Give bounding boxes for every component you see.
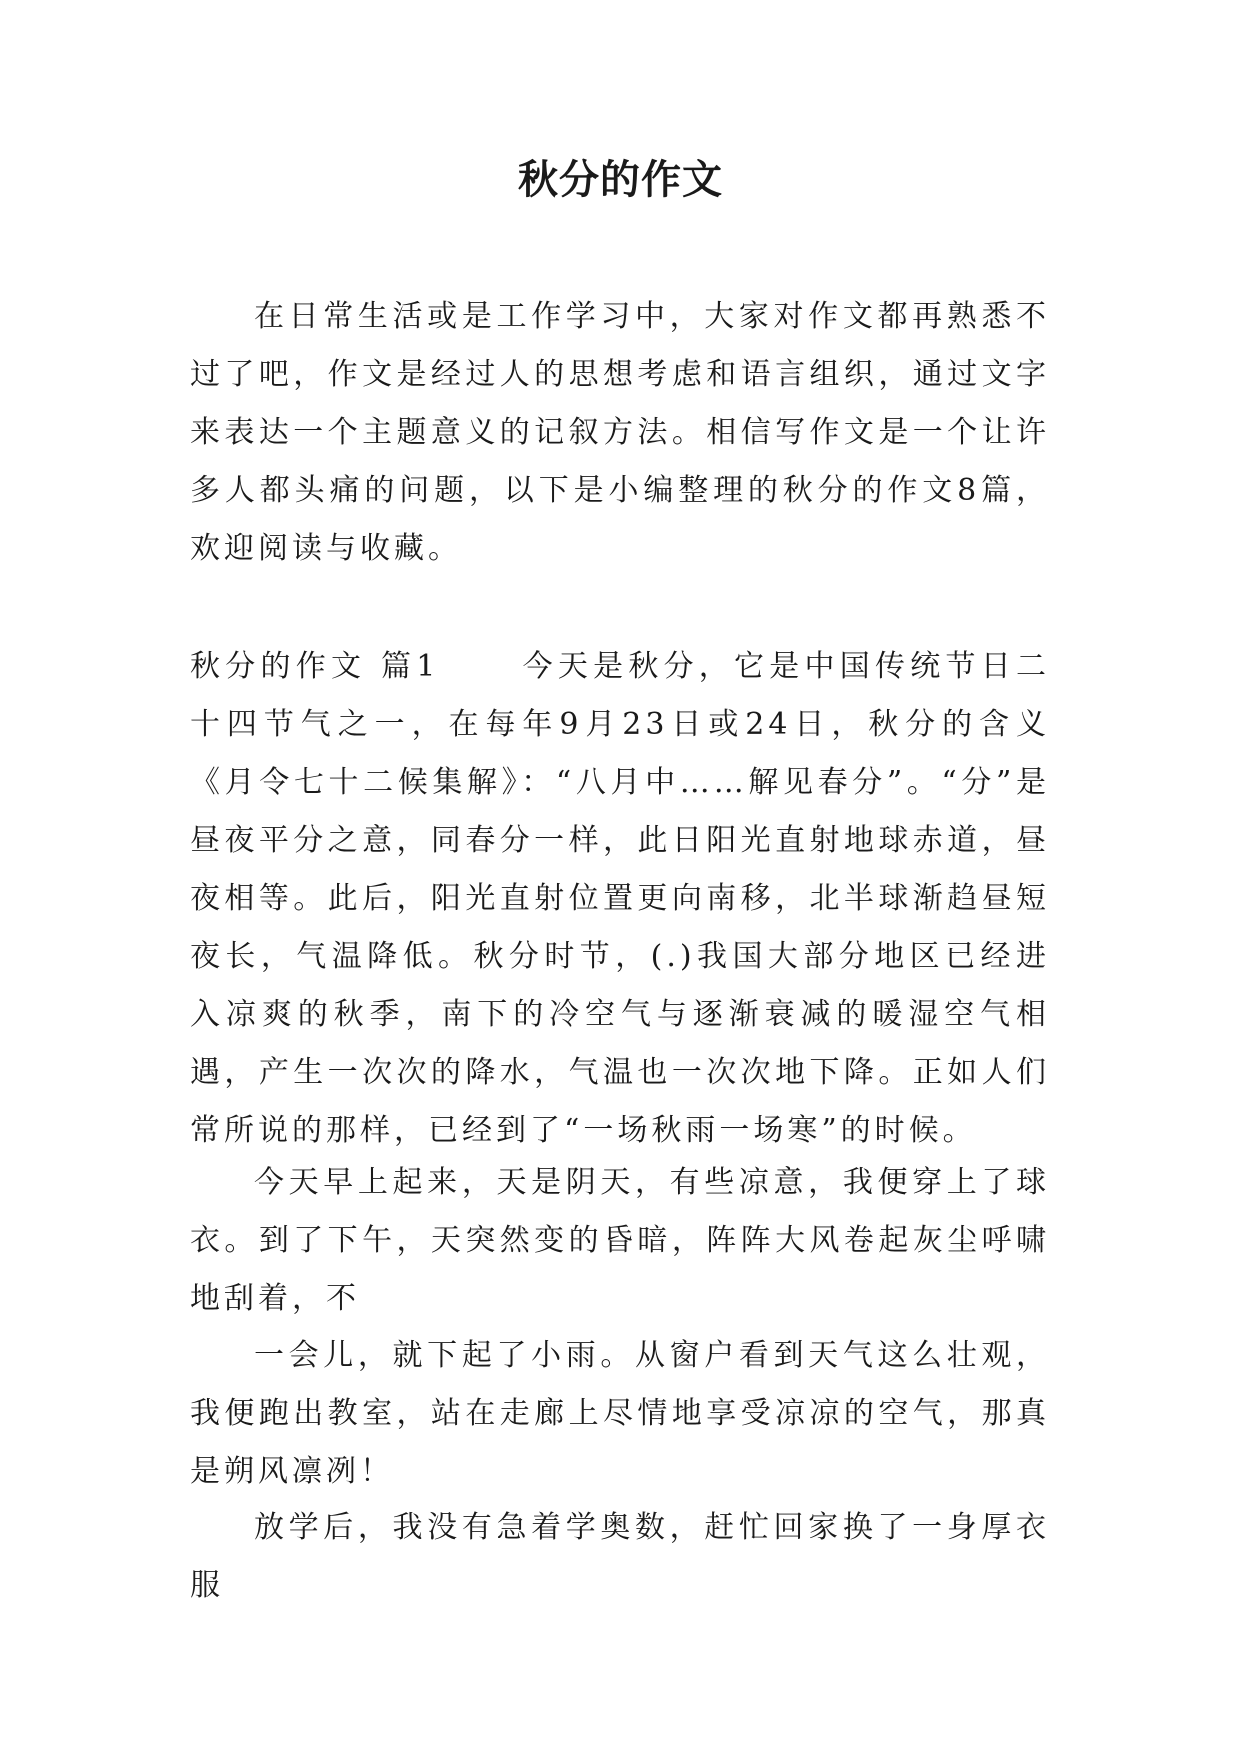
document-title: 秋分的作文	[518, 156, 723, 203]
intro-paragraph: 在日常生活或是工作学习中，大家对作文都再熟悉不过了吧，作文是经过人的思想考虑和语言组织，通过文字来表达一个主题意义的记叙方法。相信写作文是一个让许多人都头痛的问题，以下是小编整理的秋分的作文8篇，欢迎阅读与收藏。	[190, 299, 1050, 566]
paragraph-3: 一会儿，就下起了小雨。从窗户看到天气这么壮观，我便跑出教室，站在走廊上尽情地享受凉凉的空气，那真是朔风凛冽！	[190, 1338, 1050, 1489]
paragraph-2-block	[190, 1154, 1050, 1328]
section-1-paragraph	[190, 638, 1050, 1160]
intro-block	[190, 288, 1050, 578]
section-1-text: 今天是秋分，它是中国传统节日二十四节气之一，在每年9月23日或24日，秋分的含义《月令七十二候集解》：“八月中……解见春分”。“分”是昼夜平分之意，同春分一样，此日阳光直射地球赤道，昼夜相等。此后，阳光直射位置更向南移，北半球渐趋昼短夜长，气温降低。秋分时节，(.)我国大部分地区已经进入凉爽的秋季，南下的冷空气与逐渐衰减的暖湿空气相遇，产生一次次的降水，气温也一次次地下降。正如人们常所说的那样，已经到了“一场秋雨一场寒”的时候。	[190, 649, 1051, 1148]
paragraph-2: 今天早上起来，天是阴天，有些凉意，我便穿上了球衣。到了下午，天突然变的昏暗，阵阵大风卷起灰尘呼啸地刮着，不	[190, 1165, 1050, 1316]
section-1-heading: 秋分的作文 篇1	[190, 649, 440, 684]
section-1-block	[190, 638, 1050, 1160]
paragraph-3-block	[190, 1327, 1050, 1501]
paragraph-4-block	[190, 1499, 1050, 1615]
paragraph-4: 放学后，我没有急着学奥数，赶忙回家换了一身厚衣服	[190, 1510, 1050, 1603]
